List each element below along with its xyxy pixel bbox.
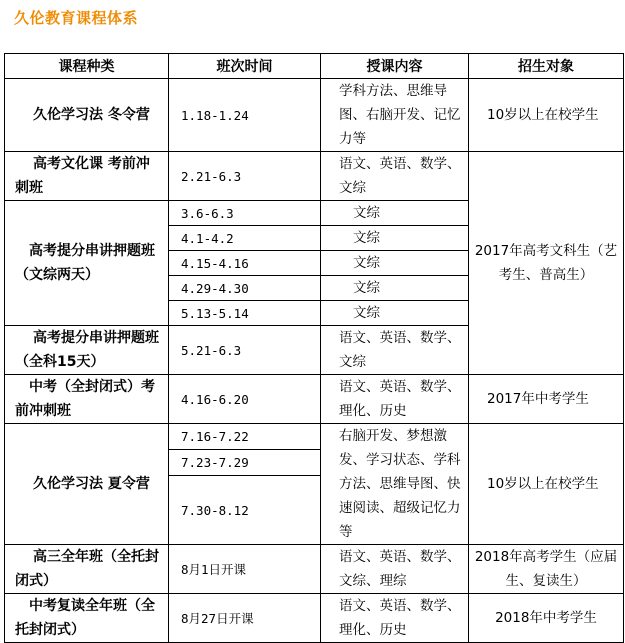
session-time: 7.23-7.29 [169, 450, 321, 476]
table-row [5, 594, 624, 643]
course-category: 久伦学习法 冬令营 [5, 79, 169, 152]
course-content: 学科方法、思维导图、右脑开发、记忆力等 [321, 79, 469, 152]
course-target: 2017年高考文科生（艺考生、普高生） [469, 152, 624, 375]
header-time: 班次时间 [169, 54, 321, 79]
session-time: 5.13-5.14 [169, 301, 321, 326]
course-content: 右脑开发、梦想激发、学习状态、学科方法、思维导图、快速阅读、超级记忆力等 [321, 424, 469, 545]
session-content: 文综 [321, 251, 469, 276]
course-target: 2018年高考学生（应届生、复读生） [469, 545, 624, 594]
page-title: 久伦教育课程体系 [14, 9, 139, 27]
course-category: 中考（全封闭式）考前冲刺班 [5, 375, 169, 424]
course-content: 语文、英语、数学、理化、历史 [321, 594, 469, 643]
course-category: 高考提分串讲押题班（文综两天） [5, 201, 169, 326]
header-target: 招生对象 [469, 54, 624, 79]
session-time: 7.16-7.22 [169, 424, 321, 450]
course-category: 久伦学习法 夏令营 [5, 424, 169, 545]
course-time: 8月27日开课 [169, 594, 321, 643]
course-time: 4.16-6.20 [169, 375, 321, 424]
course-target: 2017年中考学生 [469, 375, 624, 424]
session-time: 4.1-4.2 [169, 226, 321, 251]
header-category: 课程种类 [5, 54, 169, 79]
header-content: 授课内容 [321, 54, 469, 79]
course-content: 语文、英语、数学、文综 [321, 326, 469, 375]
session-time: 4.29-4.30 [169, 276, 321, 301]
table-row [5, 424, 624, 450]
course-time: 8月1日开课 [169, 545, 321, 594]
table-row [5, 152, 624, 201]
table-row [5, 545, 624, 594]
session-time: 7.30-8.12 [169, 476, 321, 545]
session-content: 文综 [321, 226, 469, 251]
session-content: 文综 [321, 276, 469, 301]
session-time: 3.6-6.3 [169, 201, 321, 226]
course-category: 高三全年班（全托封闭式） [5, 545, 169, 594]
course-content: 语文、英语、数学、理化、历史 [321, 375, 469, 424]
course-target: 10岁以上在校学生 [469, 424, 624, 545]
table-header-row [5, 54, 624, 79]
table-row [5, 79, 624, 152]
course-target: 2018年中考学生 [469, 594, 624, 643]
course-category: 中考复读全年班（全托封闭式） [5, 594, 169, 643]
course-table [4, 53, 624, 643]
course-target: 10岁以上在校学生 [469, 79, 624, 152]
course-time: 1.18-1.24 [169, 79, 321, 152]
course-time: 5.21-6.3 [169, 326, 321, 375]
table-row [5, 375, 624, 424]
session-content: 文综 [321, 201, 469, 226]
course-category: 高考文化课 考前冲刺班 [5, 152, 169, 201]
course-content: 语文、英语、数学、文综 [321, 152, 469, 201]
course-time: 2.21-6.3 [169, 152, 321, 201]
session-time: 4.15-4.16 [169, 251, 321, 276]
course-category: 高考提分串讲押题班 （全科15天） [5, 326, 169, 375]
course-content: 语文、英语、数学、文综、理综 [321, 545, 469, 594]
session-content: 文综 [321, 301, 469, 326]
